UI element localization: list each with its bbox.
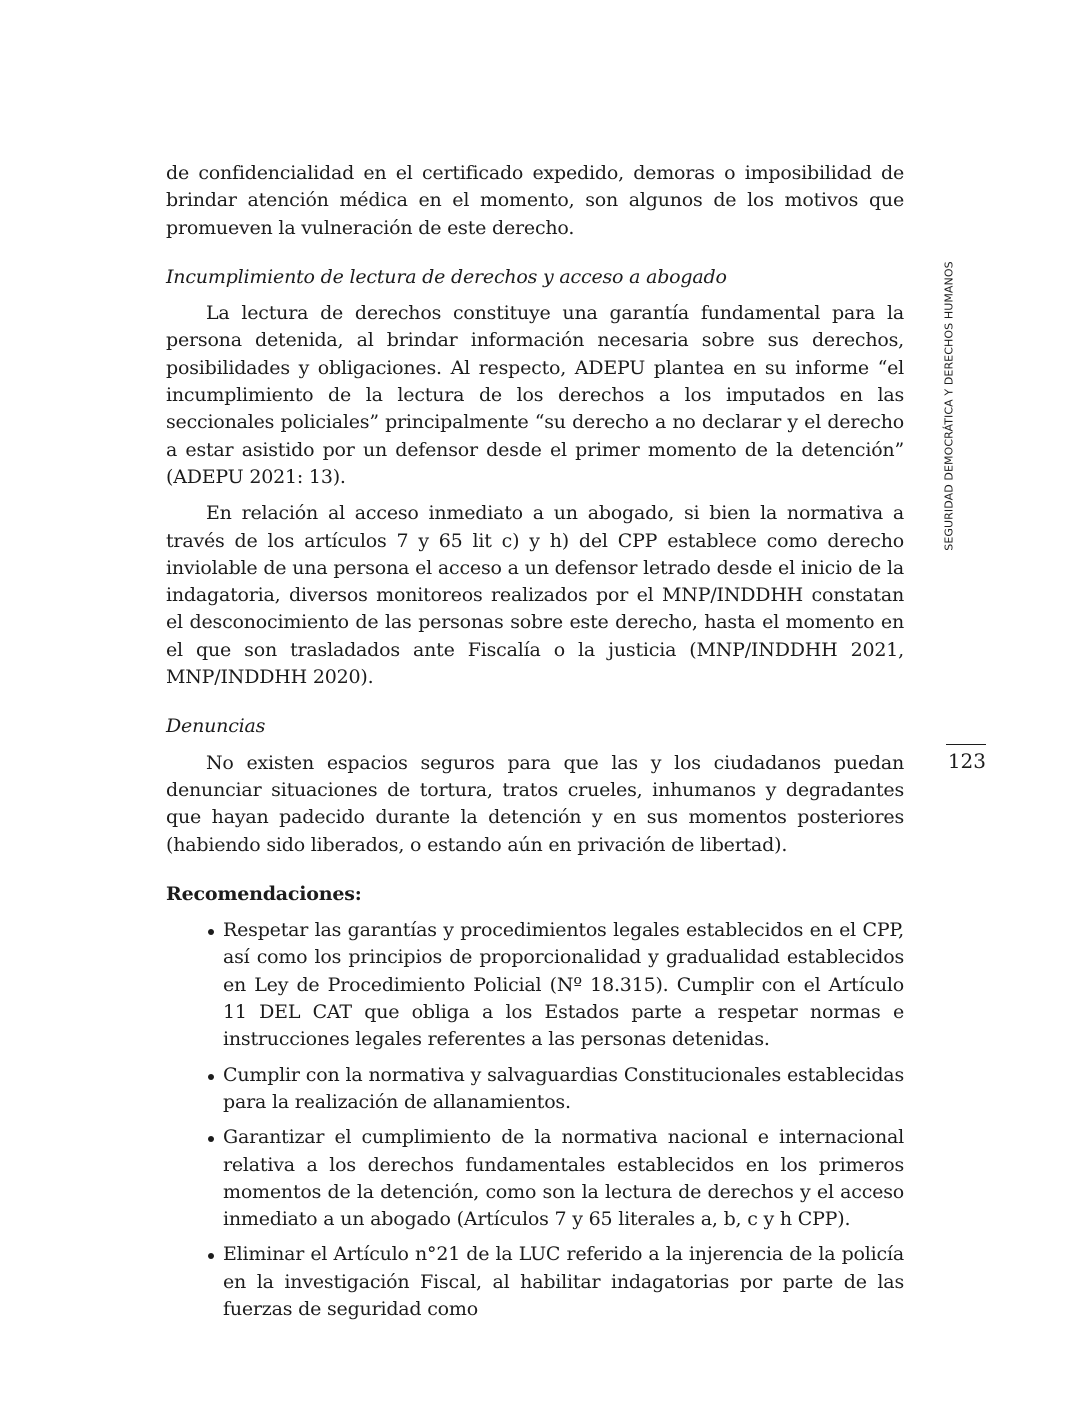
- paragraph-access-to-lawyer: En relación al acceso inmediato a un abogado, si bien la normativa a través de los artículos 7 y 65 lit c) y h) del CPP establece como derecho inviolable de una persona el acceso a un defensor letrado desde el inicio de la indagatoria, diversos monitoreos realizados por el MNP/INDDHH constatan el desconocimiento de las personas sobre este derecho, hasta el momento en el que son trasladados ante Fiscalía o la justicia (MNP/INDDHH 2021, MNP/INDDHH 2020).: [166, 502, 904, 689]
- recommendation-item: Eliminar el Artículo n°21 de la LUC referido a la injerencia de la policía en la investigación Fiscal, al habilitar indagatorias por parte de las fuerzas de seguridad como: [223, 1241, 904, 1323]
- recommendations-title: Recomendaciones:: [166, 882, 362, 905]
- intro-paragraph: de confidencialidad en el certificado expedido, demoras o imposibilidad de brindar atención médica en el momento, son algunos de los motivos que promueven la vulneración de este derecho.: [166, 162, 904, 239]
- page-number: 123: [946, 744, 986, 773]
- recommendation-item: Cumplir con la normativa y salvaguardias Constitucionales establecidas para la realización de allanamientos.: [223, 1062, 904, 1117]
- running-header-vertical: [937, 248, 961, 564]
- page-body: [166, 160, 904, 1331]
- paragraph-reading-of-rights: La lectura de derechos constituye una garantía fundamental para la persona detenida, al brindar información necesaria sobre sus derechos, posibilidades y obligaciones. Al respecto, ADEPU plantea en su informe “el incumplimiento de la lectura de los derechos a los imputados en las seccionales policiales” principalmente “su derecho a no declarar y el derecho a estar asistido por un defensor desde el primer momento de la detención” (ADEPU 2021: 13).: [166, 302, 904, 488]
- paragraph-complaints: No existen espacios seguros para que las y los ciudadanos puedan denunciar situaciones de tortura, tratos crueles, inhumanos y degradantes que hayan padecido durante la detención y en sus momentos posteriores (habiendo sido liberados, o estando aún en privación de libertad).: [166, 751, 904, 856]
- running-header-text: SEGURIDAD DEMOCRÁTICA Y DERECHOS HUMANOS: [942, 261, 956, 551]
- section-heading-reading-of-rights: Incumplimiento de lectura de derechos y acceso a abogado: [166, 265, 727, 288]
- recommendations-list: [166, 917, 904, 1323]
- section-heading-complaints: Denuncias: [166, 715, 266, 738]
- recommendation-item: Respetar las garantías y procedimientos legales establecidos en el CPP, así como los principios de proporcionalidad y gradualidad establecidos en Ley de Procedimiento Policial (Nº 18.315). Cumplir con el Artículo 11 DEL CAT que obliga a los Estados parte a respetar normas e instrucciones legales referentes a las personas detenidas.: [223, 917, 904, 1053]
- recommendation-item: Garantizar el cumplimiento de la normativa nacional e internacional relativa a los derechos fundamentales establecidos en los primeros momentos de la detención, como son la lectura de derechos y el acceso inmediato a un abogado (Artículos 7 y 65 literales a, b, c y h CPP).: [223, 1124, 904, 1233]
